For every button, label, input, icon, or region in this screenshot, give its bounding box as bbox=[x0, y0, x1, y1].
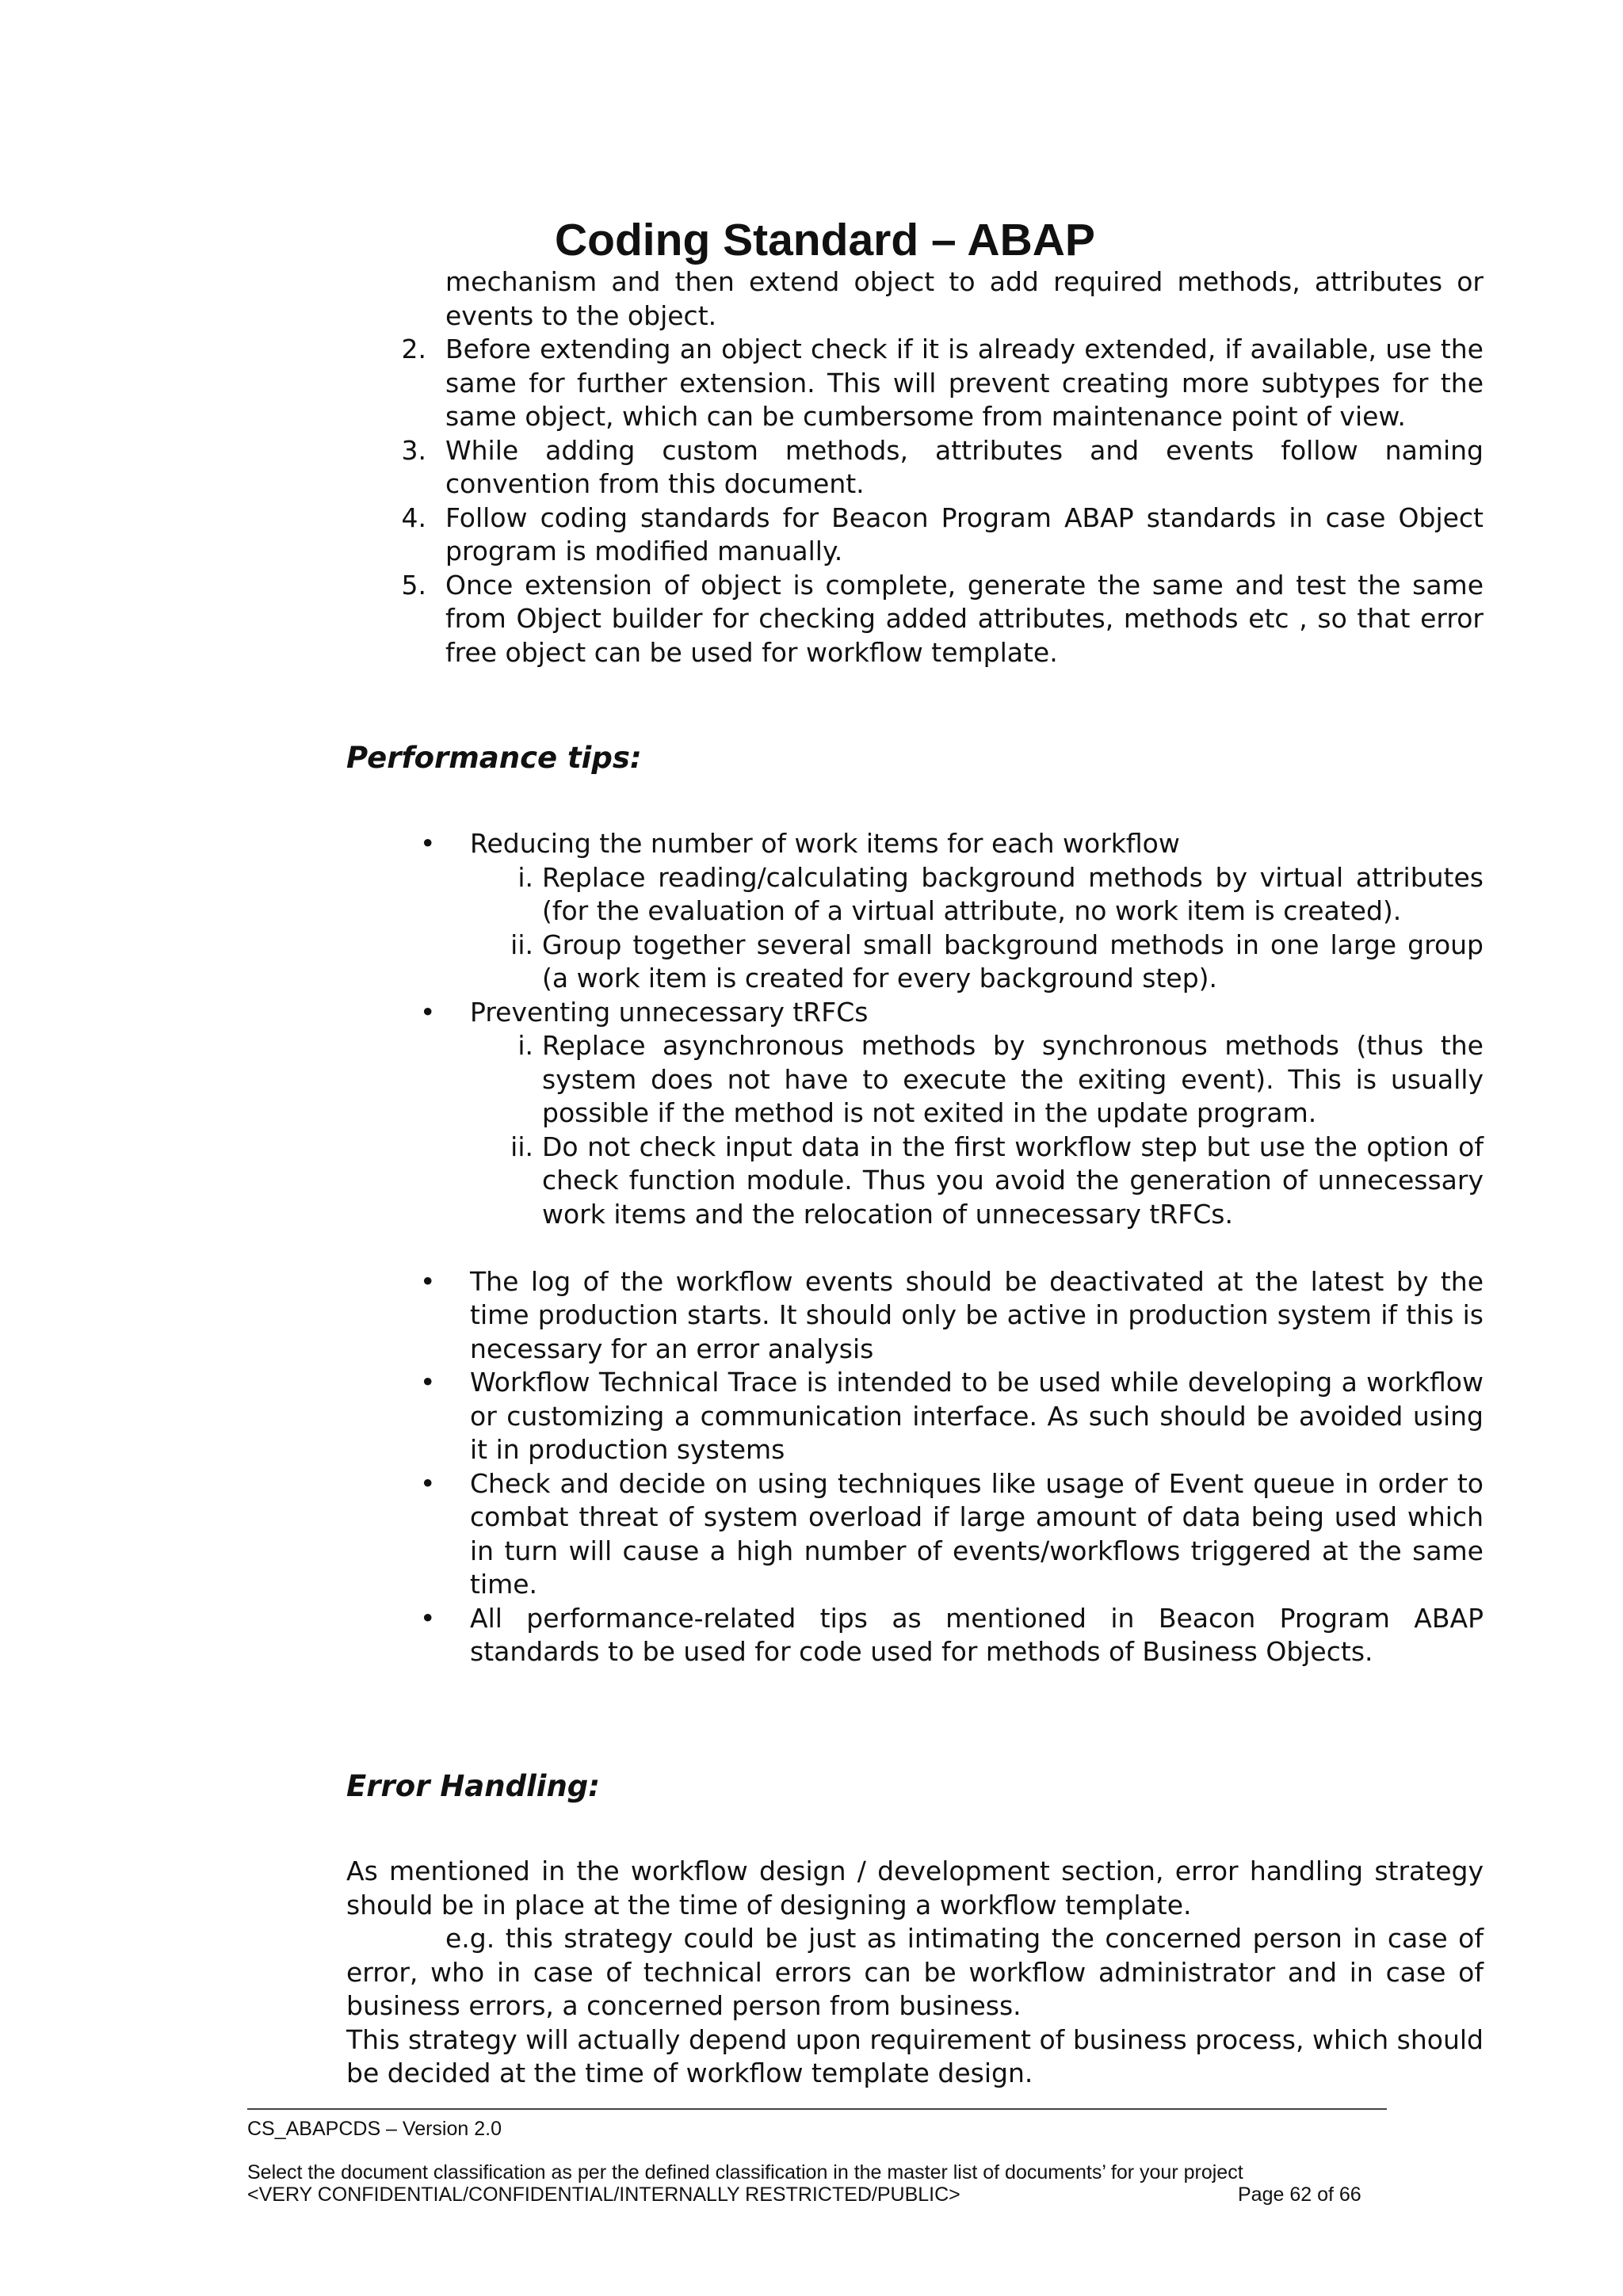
list-item-text: Check and decide on using techniques like usage of Event queue in order to combat threat of system overload if large amount of data being used which in turn will cause a high number of events/workflows triggered at the same time. bbox=[470, 1467, 1484, 1600]
list-item-text: Workflow Technical Trace is intended to be used while developing a workflow or customizing a communication interface. As such should be avoided using it in production systems bbox=[470, 1367, 1484, 1465]
sub-list-item bbox=[470, 1131, 1484, 1232]
bullet-icon: • bbox=[420, 1467, 436, 1499]
list-item bbox=[379, 265, 1484, 333]
list-item-text: Preventing unnecessary tRFCs bbox=[470, 996, 869, 1028]
performance-tips-list bbox=[412, 827, 1484, 1669]
list-item bbox=[412, 1366, 1484, 1467]
list-item-text: Follow coding standards for Beacon Program ABAP standards in case Object program is modified manually. bbox=[445, 502, 1484, 566]
list-item-text: The log of the workflow events should be deactivated at the latest by the time production starts. It should only be active in production system if this is necessary for an error analysis bbox=[470, 1265, 1484, 1364]
sub-list-marker: ii. bbox=[510, 1131, 533, 1162]
sub-list-item-text: Replace reading/calculating background methods by virtual attributes (for the evaluation of a virtual attribute, no work item is created). bbox=[542, 861, 1484, 926]
list-marker: 4. bbox=[401, 502, 426, 533]
bullet-icon: • bbox=[420, 1602, 436, 1634]
error-handling-body bbox=[346, 1855, 1484, 2091]
list-spacer bbox=[412, 1231, 1484, 1265]
list-marker: 3. bbox=[401, 434, 426, 466]
list-item-text: While adding custom methods, attributes and events follow naming convention from this document. bbox=[445, 434, 1484, 499]
sub-list-marker: i. bbox=[517, 861, 533, 893]
list-item-text: All performance-related tips as mentioned in Beacon Program ABAP standards to be used for code used for methods of Business Objects. bbox=[470, 1602, 1484, 1667]
sub-list-item-text: Group together several small background methods in one large group (a work item is created for every background step). bbox=[542, 929, 1484, 994]
list-item-text: mechanism and then extend object to add required methods, attributes or events to the object. bbox=[445, 266, 1484, 331]
list-item bbox=[379, 502, 1484, 569]
performance-heading: Performance tips: bbox=[346, 741, 642, 775]
list-item bbox=[412, 827, 1484, 996]
sub-list bbox=[470, 1029, 1484, 1231]
sub-list-item-text: Do not check input data in the first workflow step but use the option of check function module. Thus you avoid the generation of unnecessary work items and the relocation of unnecessary tRFCs. bbox=[542, 1131, 1484, 1230]
list-item bbox=[412, 1602, 1484, 1669]
sub-list bbox=[470, 861, 1484, 996]
sub-list-marker: i. bbox=[517, 1030, 533, 1061]
sub-list-item bbox=[470, 929, 1484, 996]
sub-list-item bbox=[470, 1029, 1484, 1131]
list-item bbox=[379, 569, 1484, 670]
footer-classification-options: <VERY CONFIDENTIAL/CONFIDENTIAL/INTERNALLY RESTRICTED/PUBLIC> bbox=[247, 2183, 960, 2206]
list-item bbox=[412, 996, 1484, 1232]
object-extension-list bbox=[379, 265, 1484, 669]
list-item bbox=[412, 1467, 1484, 1602]
sub-list-marker: ii. bbox=[510, 929, 533, 960]
footer-version: CS_ABAPCDS – Version 2.0 bbox=[247, 2118, 502, 2140]
footer-divider bbox=[247, 2108, 1387, 2110]
page-number: Page 62 of 66 bbox=[1238, 2183, 1361, 2206]
bullet-icon: • bbox=[420, 828, 436, 859]
error-handling-paragraph: e.g. this strategy could be just as intimating the concerned person in case of error, who in case of technical errors can be workflow administrator and in case of business errors, a concerned person from business. bbox=[346, 1923, 1484, 2021]
list-item-text: Once extension of object is complete, generate the same and test the same from Object builder for checking added attributes, methods etc , so that error free object can be used for workflow template. bbox=[445, 569, 1484, 668]
list-marker: 2. bbox=[401, 334, 426, 364]
sub-list-item bbox=[470, 861, 1484, 929]
bullet-icon: • bbox=[420, 996, 436, 1028]
page-title: Coding Standard – ABAP bbox=[555, 215, 1095, 265]
list-item bbox=[379, 434, 1484, 502]
sub-list-item-text: Replace asynchronous methods by synchronous methods (thus the system does not have to execute the exiting event). This is usually possible if the method is not exited in the update program. bbox=[542, 1030, 1484, 1128]
list-item bbox=[379, 333, 1484, 434]
bullet-icon: • bbox=[420, 1265, 436, 1297]
footer-classification-note: Select the document classification as per the defined classification in the master list of documents’ for your project bbox=[247, 2161, 1243, 2183]
list-item-text: Reducing the number of work items for each workflow bbox=[470, 828, 1180, 859]
error-handling-heading: Error Handling: bbox=[346, 1769, 601, 1803]
list-item-text: Before extending an object check if it is already extended, if available, use the same for further extension. This will prevent creating more subtypes for the same object, which can be cumbersome from maintenance point of view. bbox=[445, 334, 1484, 432]
list-item bbox=[412, 1265, 1484, 1367]
bullet-icon: • bbox=[420, 1367, 436, 1398]
error-handling-paragraph: As mentioned in the workflow design / development section, error handling strategy should be in place at the time of designing a workflow template. bbox=[346, 1855, 1484, 1920]
list-marker: 5. bbox=[401, 569, 426, 601]
error-handling-paragraph: This strategy will actually depend upon requirement of business process, which should be decided at the time of workflow template design. bbox=[346, 2023, 1484, 2088]
